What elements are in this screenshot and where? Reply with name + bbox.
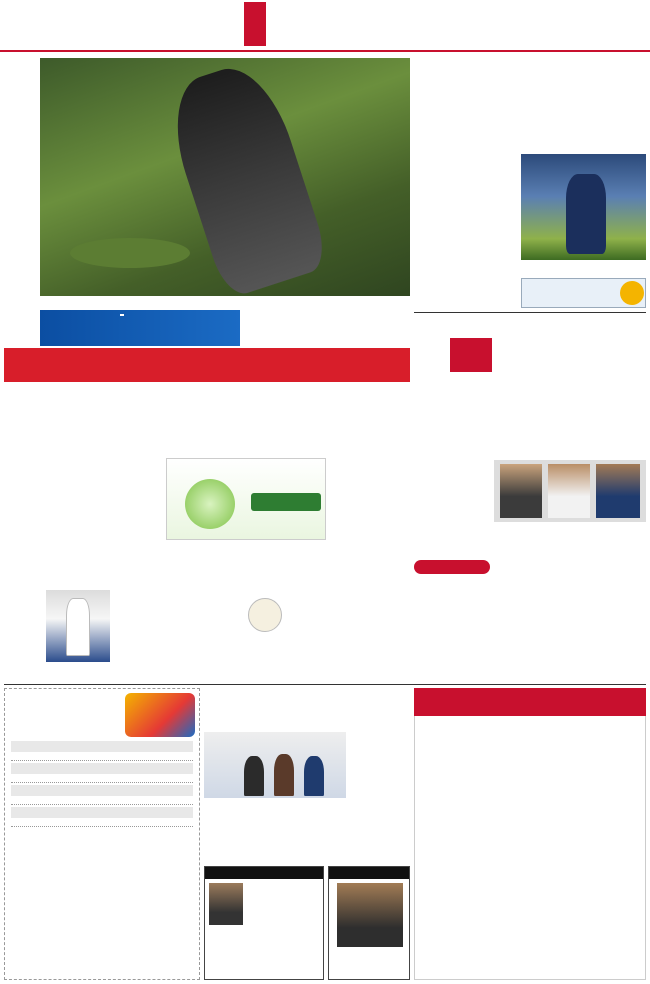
quiz-question-2 [11,763,193,774]
govt-ad-banner [414,688,646,716]
warranty-badge [620,281,644,305]
nokia-body-3 [204,800,410,864]
prize-item [11,848,193,855]
dreams-photo [46,590,110,662]
batsman-photo [521,154,646,260]
lead-body-col1 [414,104,517,300]
banner-col-under-ad [166,544,326,560]
coupon-address [11,965,193,973]
dreams-body-1 [6,590,42,682]
banner-col2 [84,386,162,560]
nokia-body-1 [204,716,410,730]
bpl-quiz-logo [125,693,195,737]
missing-body [247,883,319,943]
player-figure [159,58,332,296]
lead-quote [244,312,410,344]
prize-item [11,862,193,869]
page-label [244,2,266,46]
missing-title [205,867,323,879]
photo-caption [40,298,410,306]
officials-caption [494,524,646,532]
prize-list [11,841,193,883]
notice-photo-ad [328,866,410,980]
nokia-photo [204,732,346,798]
afc-logo [248,598,282,632]
legends-body [414,376,490,556]
yemen-body-2 [286,598,410,682]
tv-schedule-list [414,578,490,698]
missing-photo [209,883,243,925]
walton-quiz-coupon[interactable] [4,688,200,980]
notice-photo [337,883,403,947]
emirates-logo [450,338,492,372]
dreams-body-2 [114,562,162,682]
jar-image [185,479,235,529]
banner-col3 [166,386,244,456]
banner-col4 [248,386,326,456]
quiz-question-1 [11,741,193,752]
banner-col5 [330,386,410,560]
officials-photo [494,460,646,522]
yemen-body-1 [166,598,244,682]
prize-item [11,841,193,848]
answer-field-2[interactable] [11,775,193,783]
quiz-question-4 [11,807,193,818]
answer-field-4[interactable] [11,819,193,827]
answer-field-1[interactable] [11,753,193,761]
lead-photo [40,58,410,296]
sanji-phone [120,314,124,316]
lead-body-col2 [521,104,646,152]
sanji-ad[interactable] [40,310,240,346]
banner-col1 [6,394,80,560]
nokia-headline [204,688,410,706]
nokia-body-2 [350,732,410,798]
sidebar-col2 [564,346,646,458]
yemen-headline [166,568,410,586]
sidebar-col1 [494,346,560,458]
answer-field-3[interactable] [11,797,193,805]
prize-item [11,869,193,876]
lead-headline [414,58,646,88]
banner-headline [4,348,410,382]
quiz-question-3 [11,785,193,796]
rules-body [11,899,193,959]
missing-notice [204,866,324,980]
sidebar-col3 [494,534,646,702]
tv-schedule-label [414,560,490,574]
lead-body-col3 [521,262,646,276]
meril-ad[interactable] [166,458,326,540]
masthead [0,0,650,52]
prize-item [11,876,193,883]
minister-ad[interactable] [521,278,646,308]
prize-item [11,855,193,862]
